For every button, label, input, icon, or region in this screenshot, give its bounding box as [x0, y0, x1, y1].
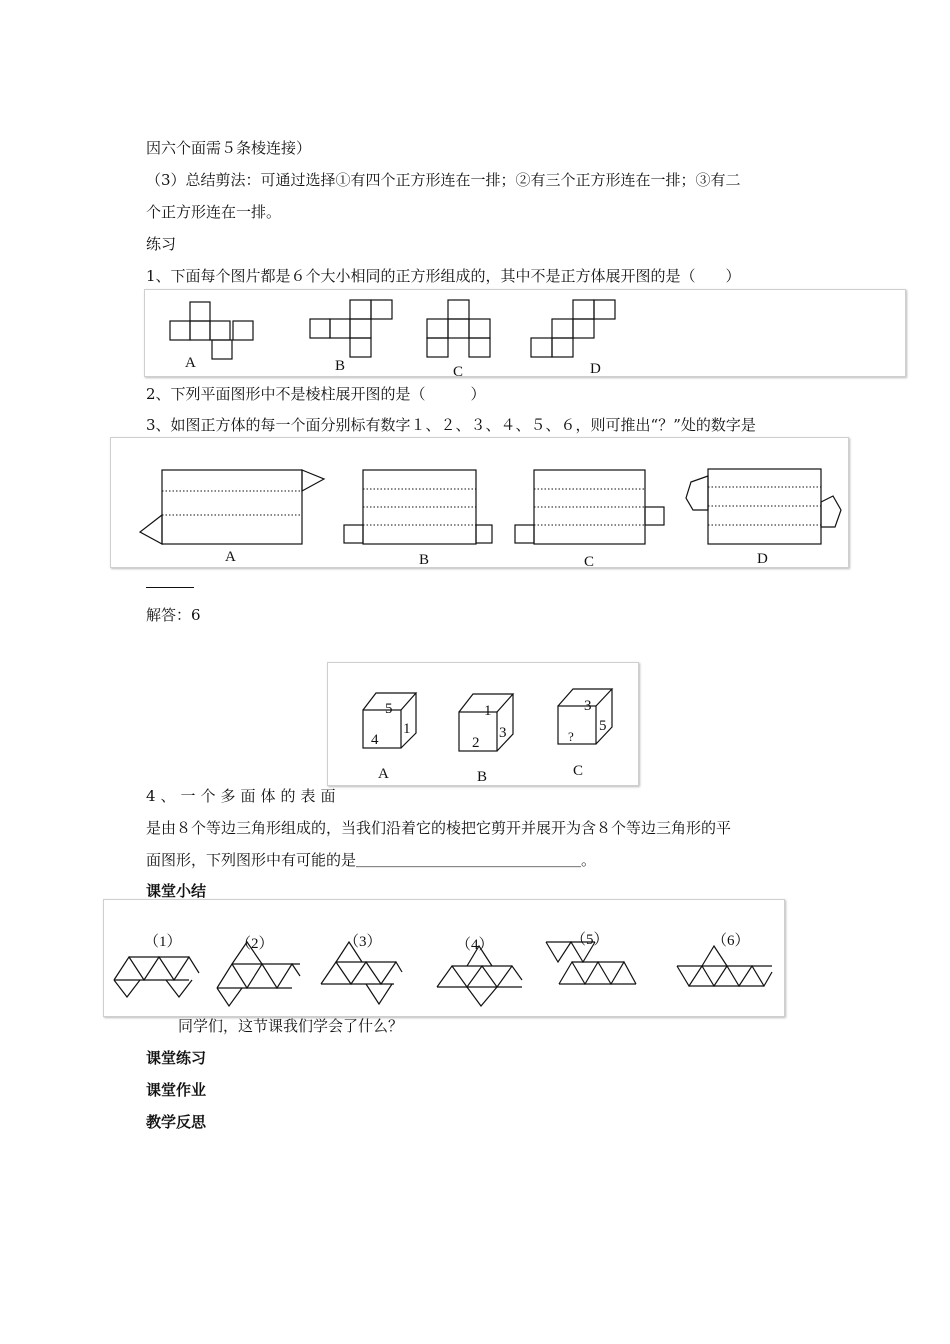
- text-line-1: 因六个面需５条棱连接）: [146, 139, 312, 157]
- cube-b-front: 2: [472, 735, 480, 751]
- text-line-2: （3）总结剪法：可通过选择①有四个正方形连在一排；②有三个正方形连在一排；③有二: [146, 171, 741, 189]
- fig4-label-2: （2）: [236, 936, 274, 952]
- heading-class-practice: 课堂练习: [146, 1049, 207, 1067]
- fig1-label-b: B: [335, 358, 346, 374]
- prism-c: [515, 470, 664, 544]
- fig4-label-5: （5）: [571, 932, 609, 948]
- cube-b-side: 3: [499, 725, 507, 741]
- cube-a-top: 5: [385, 701, 393, 717]
- fig3-label-b: B: [477, 769, 488, 785]
- fig3-label-a: A: [378, 766, 389, 782]
- net-c: [427, 300, 490, 357]
- prism-b: [344, 470, 492, 544]
- question-2: 2、下列平面图形中不是棱柱展开图的是（ ）: [146, 385, 486, 403]
- tri-net-3: [321, 942, 402, 1004]
- figure-triangle-nets: [103, 899, 785, 1017]
- fig4-label-6: （6）: [712, 933, 750, 949]
- figure-prism-nets: [110, 437, 849, 568]
- fig1-label-c: C: [453, 364, 464, 380]
- fig4-label-1: （1）: [144, 934, 182, 950]
- summary-question: 同学们，这节课我们学会了什么？: [178, 1017, 404, 1035]
- fig2-label-c: C: [584, 554, 595, 570]
- fig4-label-4: （4）: [456, 937, 494, 953]
- heading-reflection: 教学反思: [146, 1113, 207, 1131]
- question-4-start: 4、一个多面体的表面: [146, 787, 341, 805]
- heading-summary: 课堂小结: [146, 882, 207, 900]
- net-a: [170, 302, 253, 359]
- question-3: 3、如图正方体的每一个面分别标有数字１、２、３、４、５、６，则可推出“？”处的数字是: [146, 416, 756, 434]
- question-4-line-2: 是由８个等边三角形组成的，当我们沿着它的棱把它剪开并展开为含８个等边三角形的平: [146, 819, 732, 837]
- cube-a-front: 4: [371, 732, 379, 748]
- question-1: 1、下面每个图片都是６个大小相同的正方形组成的，其中不是正方体展开图的是（ ）: [146, 267, 741, 285]
- tri-net-1: [114, 957, 199, 997]
- answer-text: 解答：6: [146, 606, 201, 624]
- answer-blank-line: [146, 587, 194, 588]
- fig3-label-c: C: [573, 763, 584, 779]
- figure-cubes: [327, 662, 639, 786]
- cube-b-top: 1: [484, 703, 492, 719]
- fig1-label-d: D: [590, 361, 601, 377]
- prism-d: [686, 469, 841, 544]
- question-4-line-3: 面图形，下列图形中有可能的是＿＿＿＿＿＿＿＿＿＿＿＿＿＿＿。: [146, 851, 597, 869]
- net-b: [310, 300, 392, 357]
- tri-net-6: [677, 946, 772, 986]
- cube-c-side: 5: [599, 718, 607, 734]
- text-line-3: 个正方形连在一排。: [146, 203, 282, 221]
- fig2-label-b: B: [419, 552, 430, 568]
- heading-practice: 练习: [146, 235, 177, 253]
- fig2-label-d: D: [757, 551, 768, 567]
- fig1-label-a: A: [185, 355, 196, 371]
- heading-homework: 课堂作业: [146, 1081, 207, 1099]
- prism-a: [140, 470, 324, 544]
- fig2-label-a: A: [225, 549, 236, 565]
- cube-c-front: ?: [568, 729, 574, 744]
- cube-c-top: 3: [584, 698, 592, 714]
- figure-cube-nets: [144, 289, 906, 380]
- net-d: [531, 300, 615, 357]
- cube-a-side: 1: [403, 721, 411, 737]
- tri-net-4: [437, 946, 522, 1006]
- fig4-label-3: （3）: [344, 934, 382, 950]
